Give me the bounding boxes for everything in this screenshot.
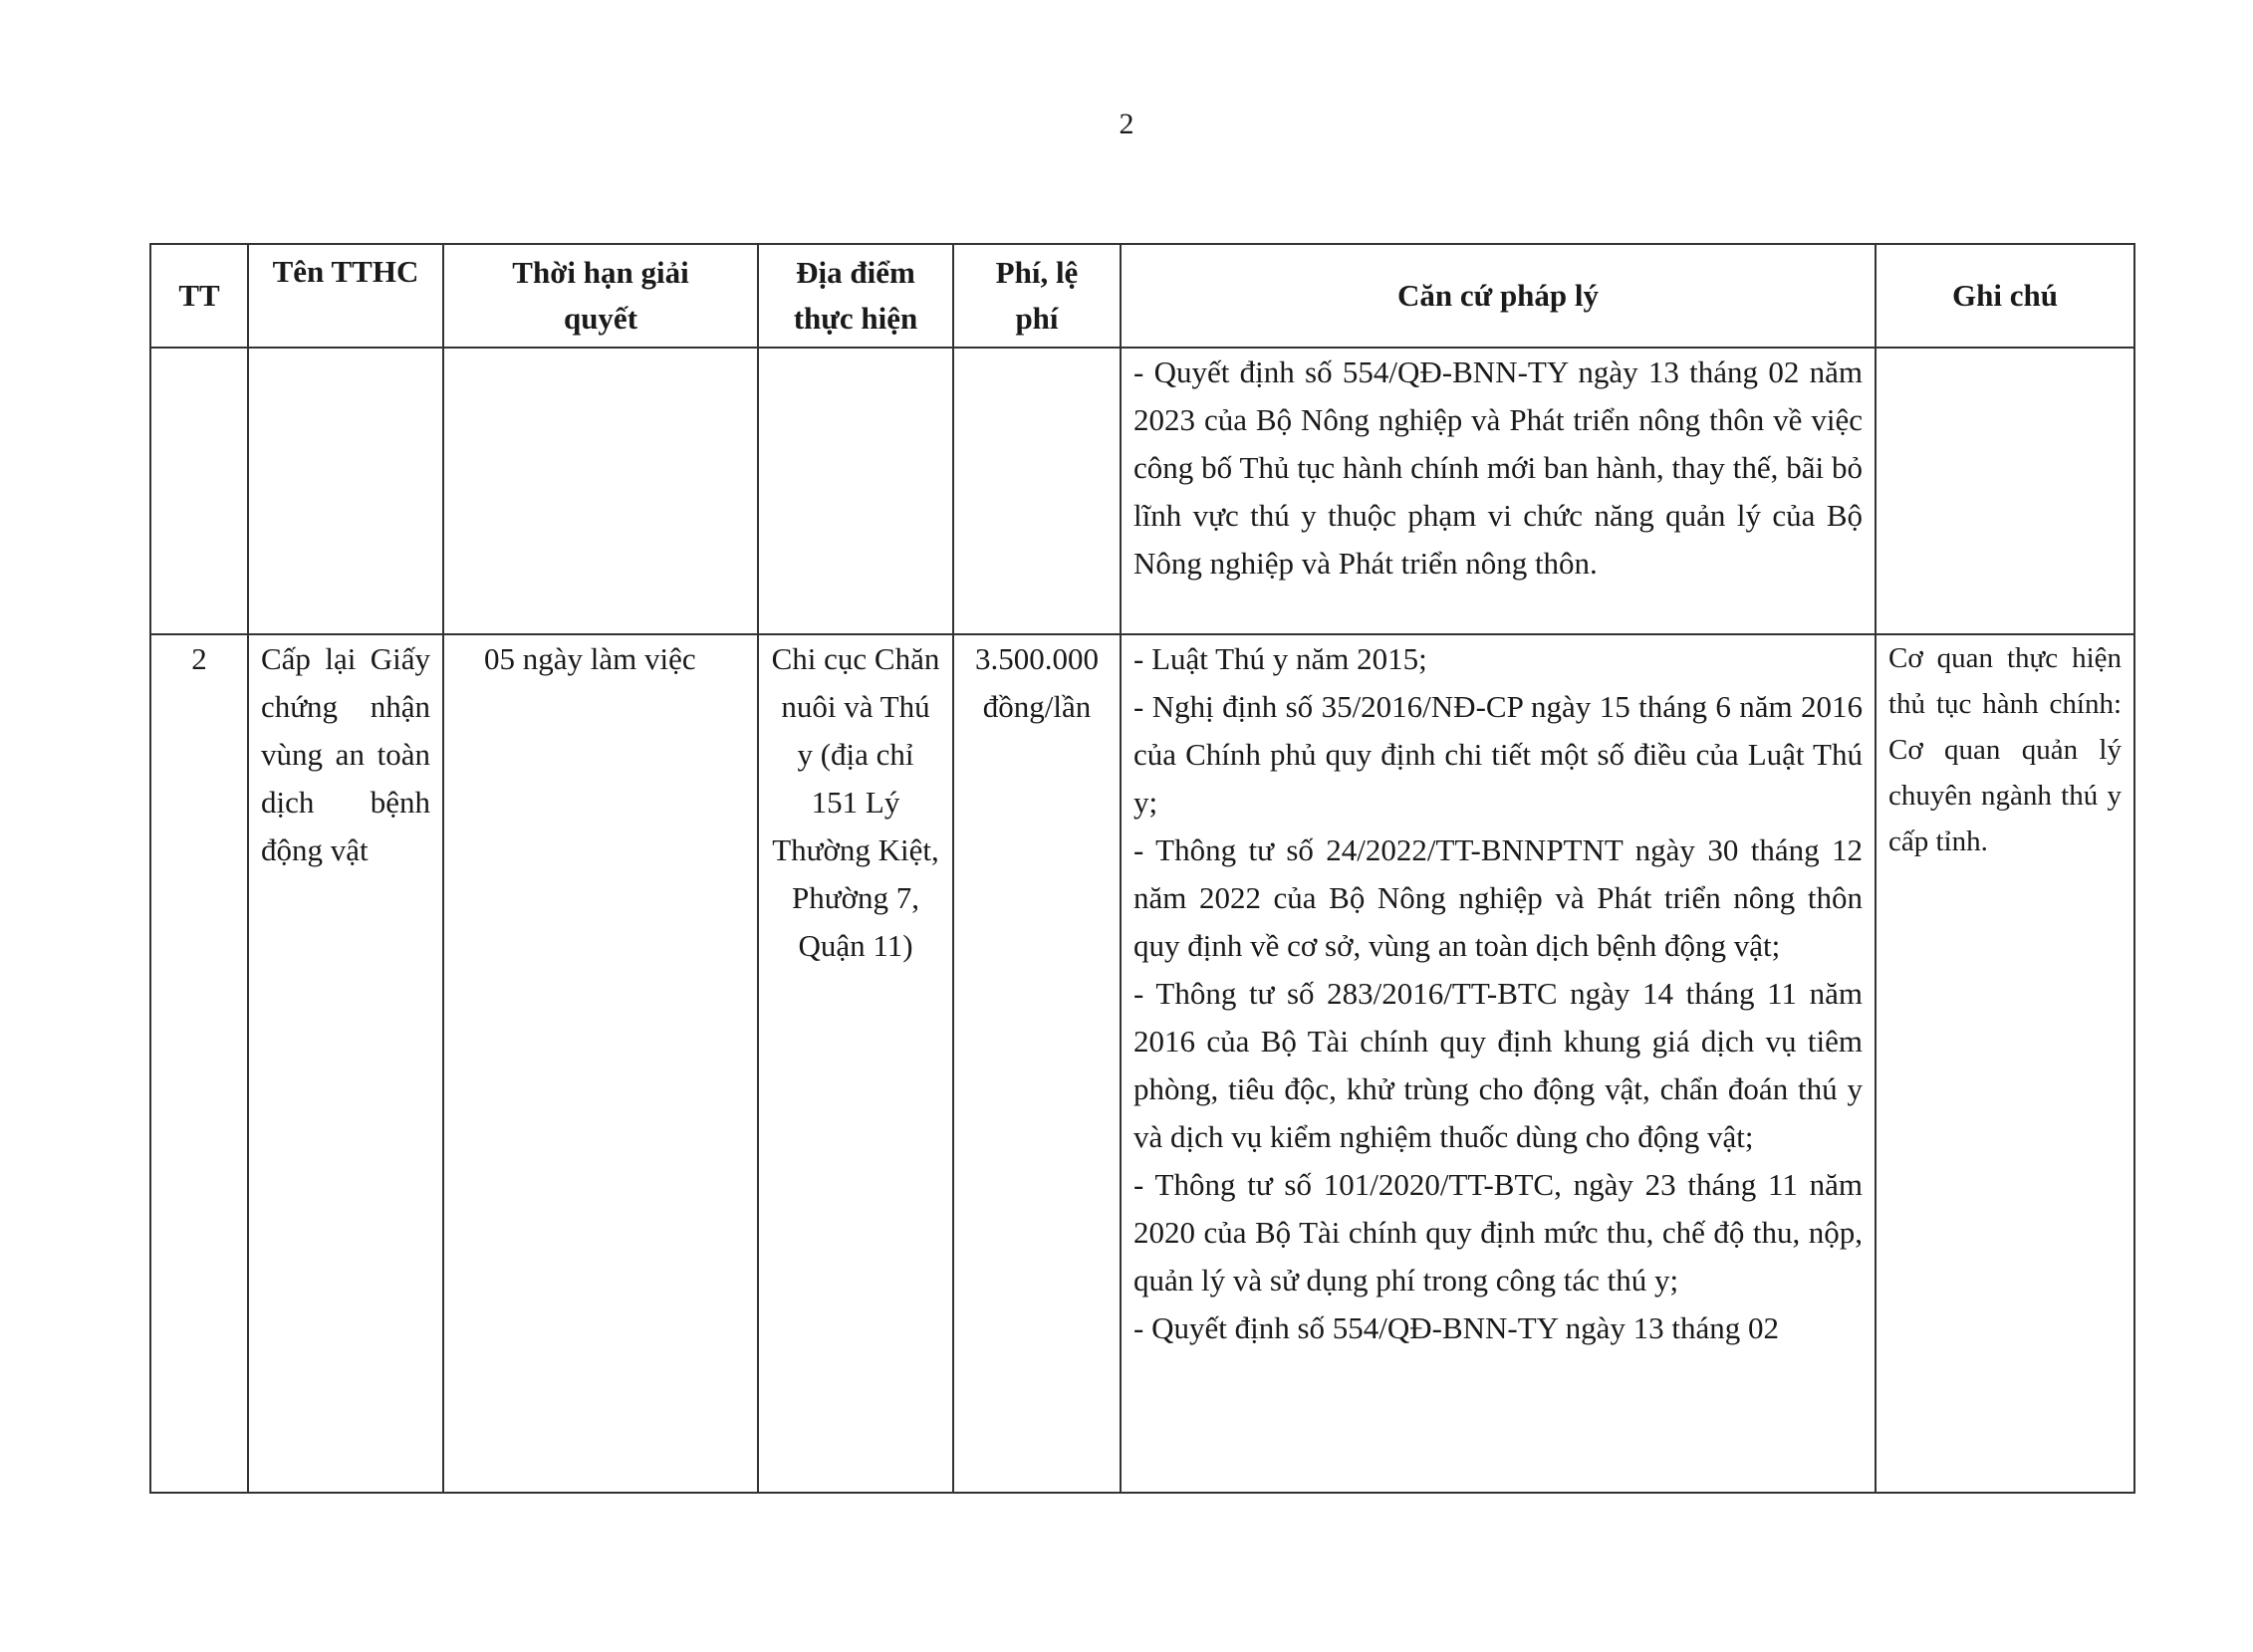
cell-location: Chi cục Chăn nuôi và Thú y (địa chỉ 151 Lý Thường Kiệt, Phường 7, Quận 11) [758,634,953,1493]
cell-notes [1876,348,2134,634]
header-notes: Ghi chú [1876,244,2134,348]
table-row [150,348,2134,634]
cell-location [758,348,953,634]
cell-duration: 05 ngày làm việc [443,634,758,1493]
cell-tt: 2 [150,634,248,1493]
header-duration: Thời hạn giải quyết [443,244,758,348]
cell-fee [953,348,1121,634]
header-name: Tên TTHC [248,244,443,348]
header-fee: Phí, lệ phí [953,244,1121,348]
legal-basis-item: - Luật Thú y năm 2015; [1133,641,1427,676]
cell-legal-basis: - Quyết định số 554/QĐ-BNN-TY ngày 13 tháng 02 năm 2023 của Bộ Nông nghiệp và Phát triển nông thôn về việc công bố Thủ tục hành chính mới ban hành, thay thế, bãi bỏ lĩnh vực thú y thuộc phạm vi chức năng quản lý của Bộ Nông nghiệp và Phát triển nông thôn. [1121,348,1876,634]
table-row [150,634,2134,1493]
page-number: 2 [1119,108,1134,140]
cell-notes: Cơ quan thực hiện thủ tục hành chính: Cơ quan quản lý chuyên ngành thú y cấp tỉnh. [1876,634,2134,1493]
cell-name: Cấp lại Giấy chứng nhận vùng an toàn dịch bệnh động vật [248,634,443,1493]
table-header-row [150,244,2134,348]
legal-basis-item: - Nghị định số 35/2016/NĐ-CP ngày 15 tháng 6 năm 2016 của Chính phủ quy định chi tiết một số điều của Luật Thú y; [1133,689,1863,820]
header-legal-basis: Căn cứ pháp lý [1121,244,1876,348]
header-tt: TT [150,244,248,348]
procedure-table [149,243,2135,1494]
cell-legal-basis [1121,634,1876,1493]
legal-basis-item: - Thông tư số 101/2020/TT-BTC, ngày 23 tháng 11 năm 2020 của Bộ Tài chính quy định mức thu, chế độ thu, nộp, quản lý và sử dụng phí trong công tác thú y; [1133,1167,1863,1298]
legal-basis-item: - Thông tư số 24/2022/TT-BNNPTNT ngày 30 tháng 12 năm 2022 của Bộ Nông nghiệp và Phát triển nông thôn quy định về cơ sở, vùng an toàn dịch bệnh động vật; [1133,832,1863,963]
legal-basis-item: - Quyết định số 554/QĐ-BNN-TY ngày 13 tháng 02 [1133,1310,1780,1345]
cell-name [248,348,443,634]
legal-basis-item: - Thông tư số 283/2016/TT-BTC ngày 14 tháng 11 năm 2016 của Bộ Tài chính quy định khung giá dịch vụ tiêm phòng, tiêu độc, khử trùng cho động vật, chẩn đoán thú y và dịch vụ kiểm nghiệm thuốc dùng cho động vật; [1133,976,1863,1154]
cell-tt [150,348,248,634]
cell-fee: 3.500.000 đồng/lần [953,634,1121,1493]
cell-duration [443,348,758,634]
header-location: Địa điểm thực hiện [758,244,953,348]
